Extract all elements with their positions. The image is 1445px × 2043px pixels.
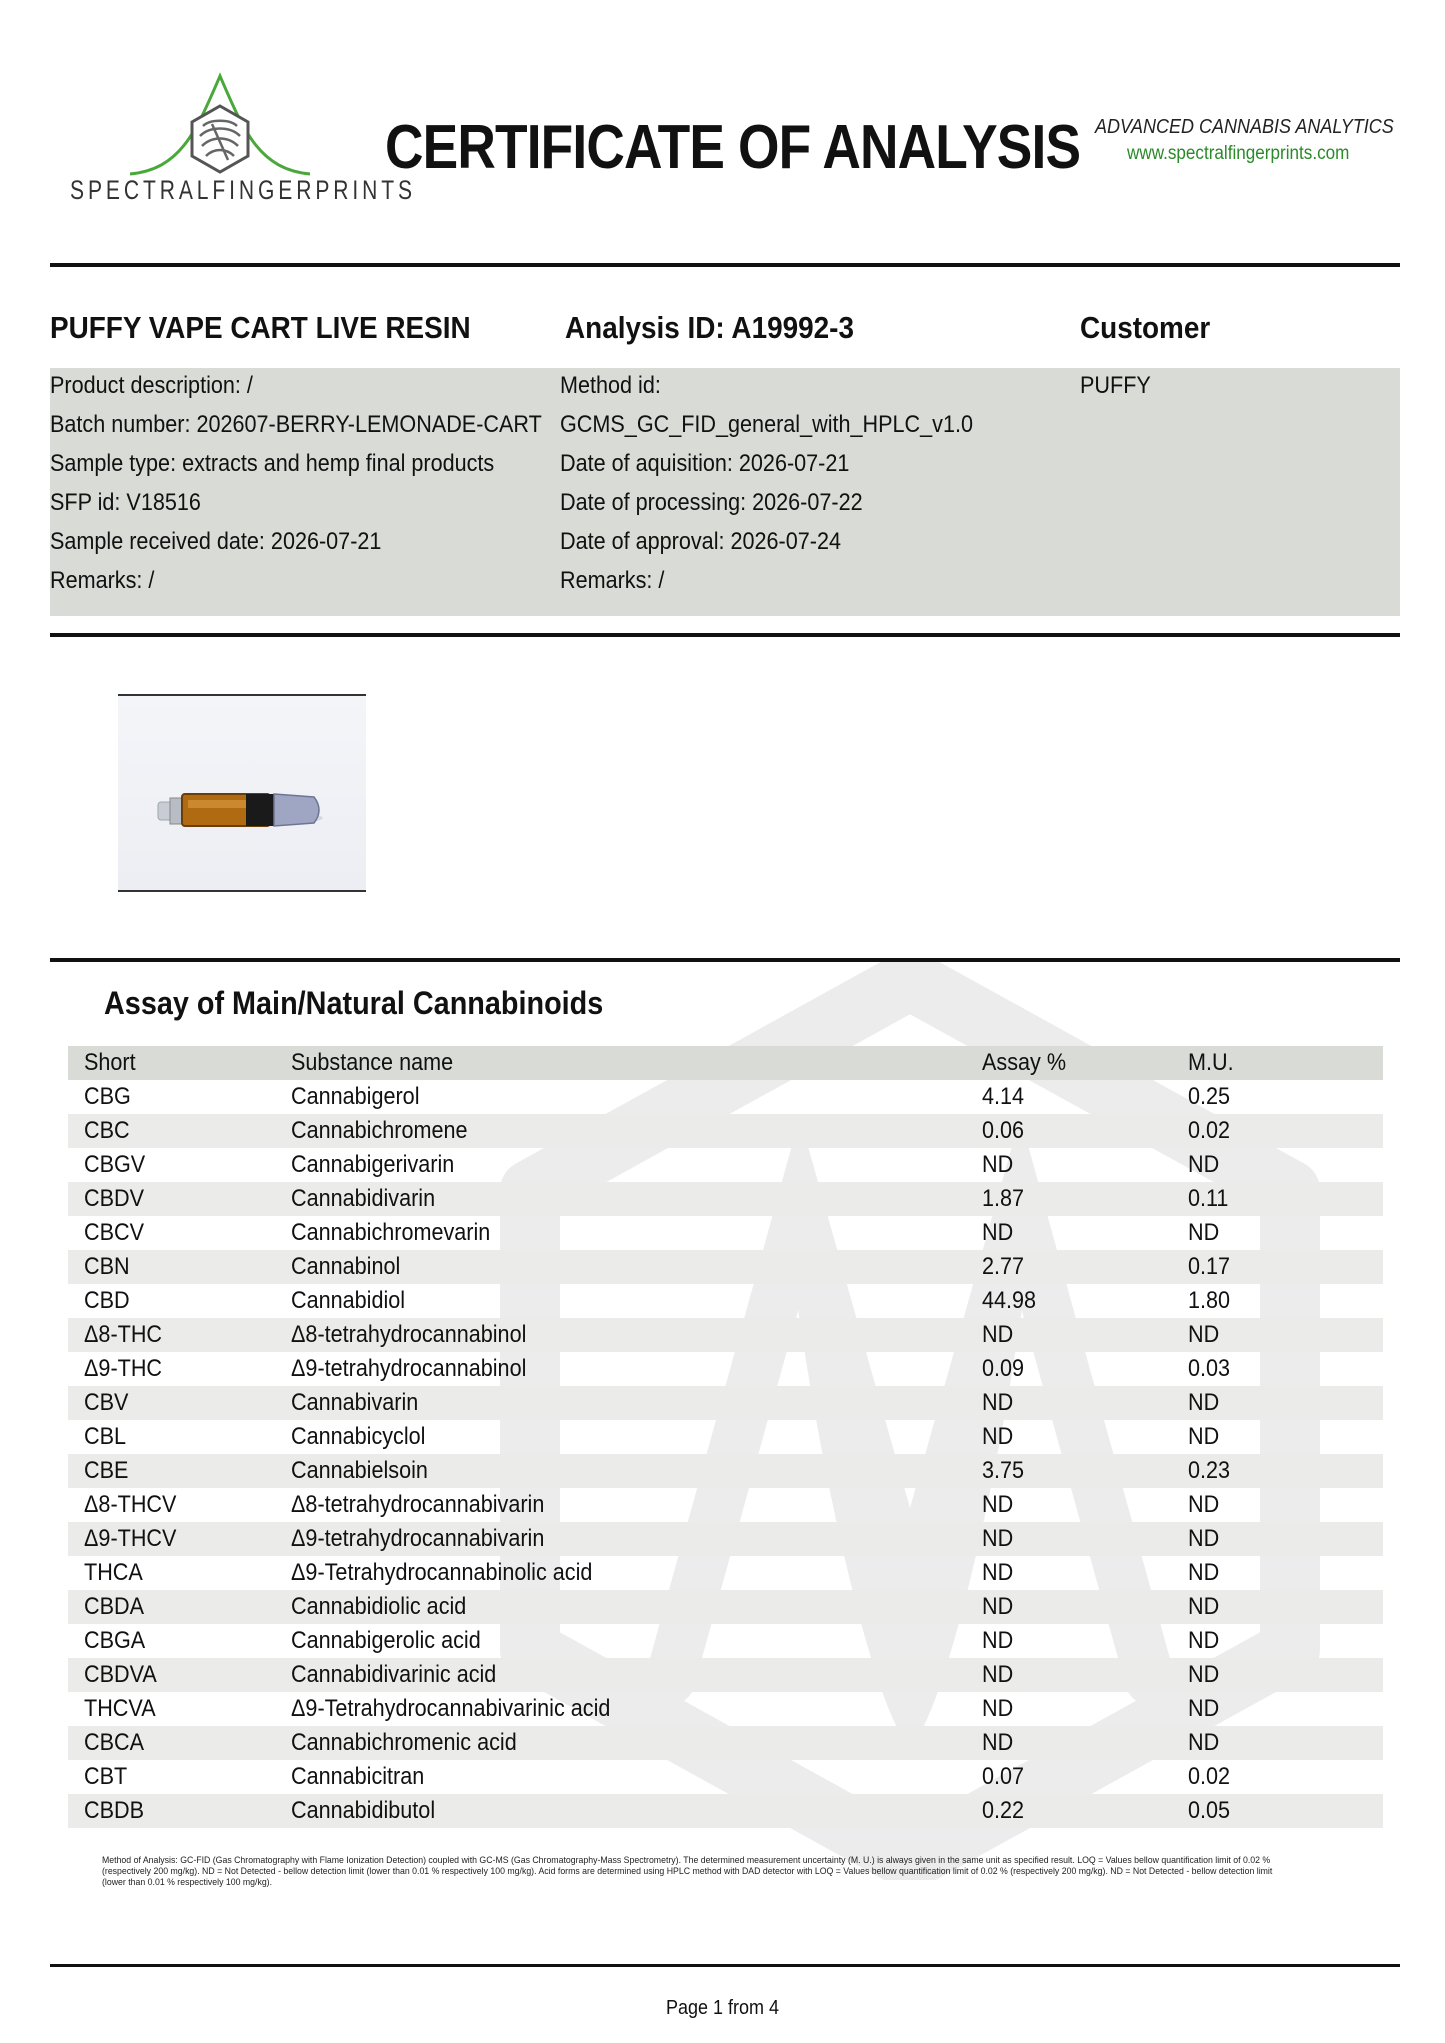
table-row (68, 1352, 1383, 1386)
cell-short: CBN (84, 1253, 130, 1280)
column-header-substance: Substance name (291, 1049, 454, 1076)
table-row (68, 1284, 1383, 1318)
divider (50, 263, 1400, 267)
cell-short: CBGV (84, 1151, 146, 1178)
cell-mu: ND (1188, 1627, 1220, 1654)
cell-short: Δ9-THCV (84, 1525, 177, 1552)
table-row (68, 1216, 1383, 1250)
cell-assay: ND (982, 1423, 1014, 1450)
cell-mu: 0.02 (1188, 1763, 1231, 1790)
cell-short: CBL (84, 1423, 127, 1450)
cell-short: CBGA (84, 1627, 146, 1654)
sfp-id: SFP id: V18516 (50, 489, 201, 516)
cell-assay: ND (982, 1219, 1014, 1246)
cell-short: Δ8-THC (84, 1321, 163, 1348)
table-row (68, 1658, 1383, 1692)
cell-assay: ND (982, 1321, 1014, 1348)
divider (50, 958, 1400, 962)
table-row (68, 1114, 1383, 1148)
table-header-row (68, 1046, 1383, 1080)
table-row (68, 1148, 1383, 1182)
cell-assay: ND (982, 1729, 1014, 1756)
cell-mu: 0.17 (1188, 1253, 1231, 1280)
cell-assay: 3.75 (982, 1457, 1025, 1484)
cell-assay: ND (982, 1389, 1014, 1416)
cell-assay: 4.14 (982, 1083, 1025, 1110)
cell-substance: Δ9-tetrahydrocannabinol (291, 1355, 527, 1382)
table-row (68, 1182, 1383, 1216)
cell-mu: 1.80 (1188, 1287, 1231, 1314)
cell-short: Δ9-THC (84, 1355, 163, 1382)
table-row (68, 1420, 1383, 1454)
cell-substance: Cannabigerol (291, 1083, 420, 1110)
column-header-assay: Assay % (982, 1049, 1067, 1076)
cell-assay: ND (982, 1593, 1014, 1620)
cell-short: THCVA (84, 1695, 156, 1722)
cell-assay: 0.22 (982, 1797, 1025, 1824)
cell-short: CBE (84, 1457, 129, 1484)
method-id-value: GCMS_GC_FID_general_with_HPLC_v1.0 (560, 411, 973, 438)
cell-assay: ND (982, 1491, 1014, 1518)
table-row (68, 1590, 1383, 1624)
cell-substance: Cannabidivarinic acid (291, 1661, 497, 1688)
column-header-short: Short (84, 1049, 136, 1076)
cell-assay: ND (982, 1151, 1014, 1178)
cell-short: CBG (84, 1083, 131, 1110)
cannabinoid-assay-table (68, 1046, 1383, 1828)
sample-received-date: Sample received date: 2026-07-21 (50, 528, 382, 555)
cell-mu: 0.11 (1188, 1185, 1229, 1212)
cell-mu: ND (1188, 1491, 1220, 1518)
column-header-mu: M.U. (1188, 1049, 1234, 1076)
table-row (68, 1556, 1383, 1590)
product-description: Product description: / (50, 372, 253, 399)
table-row (68, 1318, 1383, 1352)
cell-short: CBDV (84, 1185, 145, 1212)
analysis-id: Analysis ID: A19992-3 (565, 310, 854, 345)
cell-short: CBCV (84, 1219, 145, 1246)
remarks-middle: Remarks: / (560, 567, 665, 594)
cell-mu: ND (1188, 1321, 1220, 1348)
table-row (68, 1488, 1383, 1522)
document-title: CERTIFICATE OF ANALYSIS (385, 113, 1081, 182)
date-of-acquisition: Date of aquisition: 2026-07-21 (560, 450, 850, 477)
cell-assay: 0.07 (982, 1763, 1025, 1790)
cell-substance: Cannabivarin (291, 1389, 419, 1416)
cell-substance: Cannabichromenic acid (291, 1729, 517, 1756)
cell-short: CBD (84, 1287, 130, 1314)
sample-type: Sample type: extracts and hemp final products (50, 450, 495, 477)
cell-substance: Cannabigerolic acid (291, 1627, 481, 1654)
cell-substance: Δ9-Tetrahydrocannabivarinic acid (291, 1695, 611, 1722)
table-row (68, 1624, 1383, 1658)
cell-mu: 0.23 (1188, 1457, 1231, 1484)
table-row (68, 1522, 1383, 1556)
cell-assay: 1.87 (982, 1185, 1025, 1212)
cell-assay: 2.77 (982, 1253, 1025, 1280)
method-of-analysis-note: Method of Analysis: GC-FID (Gas Chromatography with Flame Ionization Detection) coupled with GC-MS (Gas Chromatography-Mass Spectrometry). The determined measurement uncertainty (M. U.) is always given in the same unit as specified result. LOQ = Values bellow quantification limit of 0.02 % (respectively 200 mg/kg). ND = Not Detected - bellow detection limit (lower than 0.01 % respectively 100 mg/kg). Acid forms are determined using HPLC method with DAD detector with LOQ = Values bellow quantification limit of 0.02 % (respectively 200 mg/kg). ND = Not Detected - bellow detection limit (lower than 0.01 % respectively 100 mg/kg). (102, 1855, 1273, 1888)
cell-assay: ND (982, 1559, 1014, 1586)
cell-mu: ND (1188, 1151, 1220, 1178)
cell-substance: Δ9-Tetrahydrocannabinolic acid (291, 1559, 593, 1586)
cell-mu: ND (1188, 1423, 1220, 1450)
product-name: PUFFY VAPE CART LIVE RESIN (50, 310, 471, 345)
cell-short: CBCA (84, 1729, 145, 1756)
cell-assay: 0.06 (982, 1117, 1025, 1144)
cell-substance: Δ8-tetrahydrocannabinol (291, 1321, 527, 1348)
customer-label: Customer (1080, 310, 1211, 345)
cell-assay: ND (982, 1661, 1014, 1688)
date-of-approval: Date of approval: 2026-07-24 (560, 528, 841, 555)
cell-mu: 0.25 (1188, 1083, 1231, 1110)
cell-assay: ND (982, 1627, 1014, 1654)
table-body (68, 1080, 1383, 1828)
cell-substance: Cannabidivarin (291, 1185, 436, 1212)
table-row (68, 1760, 1383, 1794)
cell-short: THCA (84, 1559, 143, 1586)
cell-substance: Δ9-tetrahydrocannabivarin (291, 1525, 545, 1552)
cell-mu: ND (1188, 1559, 1220, 1586)
cell-short: Δ8-THCV (84, 1491, 177, 1518)
cell-mu: ND (1188, 1695, 1220, 1722)
cell-short: CBV (84, 1389, 129, 1416)
company-website-link[interactable]: www.spectralfingerprints.com (1127, 143, 1350, 164)
cell-mu: ND (1188, 1729, 1220, 1756)
cell-assay: 0.09 (982, 1355, 1025, 1382)
table-row (68, 1080, 1383, 1114)
cell-assay: ND (982, 1525, 1014, 1552)
page-number: Page 1 from 4 (665, 1997, 780, 2019)
divider (50, 633, 1400, 637)
cell-substance: Cannabidiol (291, 1287, 406, 1314)
cell-substance: Cannabinol (291, 1253, 401, 1280)
cell-mu: 0.03 (1188, 1355, 1231, 1382)
cell-substance: Δ8-tetrahydrocannabivarin (291, 1491, 545, 1518)
assay-section-title: Assay of Main/Natural Cannabinoids (104, 985, 604, 1021)
table-row (68, 1454, 1383, 1488)
table-row (68, 1692, 1383, 1726)
cell-substance: Cannabichromevarin (291, 1219, 491, 1246)
cell-mu: 0.05 (1188, 1797, 1231, 1824)
company-tagline: ADVANCED CANNABIS ANALYTICS (1095, 116, 1394, 138)
method-id-label: Method id: (560, 372, 661, 399)
table-row (68, 1250, 1383, 1284)
table-row (68, 1386, 1383, 1420)
cell-assay: 44.98 (982, 1287, 1037, 1314)
cell-short: CBDA (84, 1593, 145, 1620)
batch-number: Batch number: 202607-BERRY-LEMONADE-CART (50, 411, 542, 438)
table-row (68, 1726, 1383, 1760)
cell-assay: ND (982, 1695, 1014, 1722)
cell-substance: Cannabielsoin (291, 1457, 428, 1484)
cell-short: CBDVA (84, 1661, 157, 1688)
product-photo (118, 694, 366, 892)
cell-short: CBDB (84, 1797, 145, 1824)
cell-mu: 0.02 (1188, 1117, 1231, 1144)
cell-mu: ND (1188, 1661, 1220, 1688)
cell-mu: ND (1188, 1525, 1220, 1552)
divider (50, 1964, 1400, 1967)
cell-substance: Cannabicyclol (291, 1423, 426, 1450)
cell-substance: Cannabidibutol (291, 1797, 436, 1824)
customer-name: PUFFY (1080, 372, 1151, 399)
sample-info-panel (50, 368, 1400, 616)
date-of-processing: Date of processing: 2026-07-22 (560, 489, 863, 516)
cell-mu: ND (1188, 1389, 1220, 1416)
logo-wordmark: SPECTRALFINGERPRINTS (70, 175, 416, 205)
cell-substance: Cannabicitran (291, 1763, 425, 1790)
cell-substance: Cannabidiolic acid (291, 1593, 467, 1620)
remarks-left: Remarks: / (50, 567, 155, 594)
cell-mu: ND (1188, 1593, 1220, 1620)
cell-substance: Cannabichromene (291, 1117, 468, 1144)
cell-mu: ND (1188, 1219, 1220, 1246)
cell-substance: Cannabigerivarin (291, 1151, 455, 1178)
cell-short: CBC (84, 1117, 130, 1144)
table-row (68, 1794, 1383, 1828)
cell-short: CBT (84, 1763, 128, 1790)
